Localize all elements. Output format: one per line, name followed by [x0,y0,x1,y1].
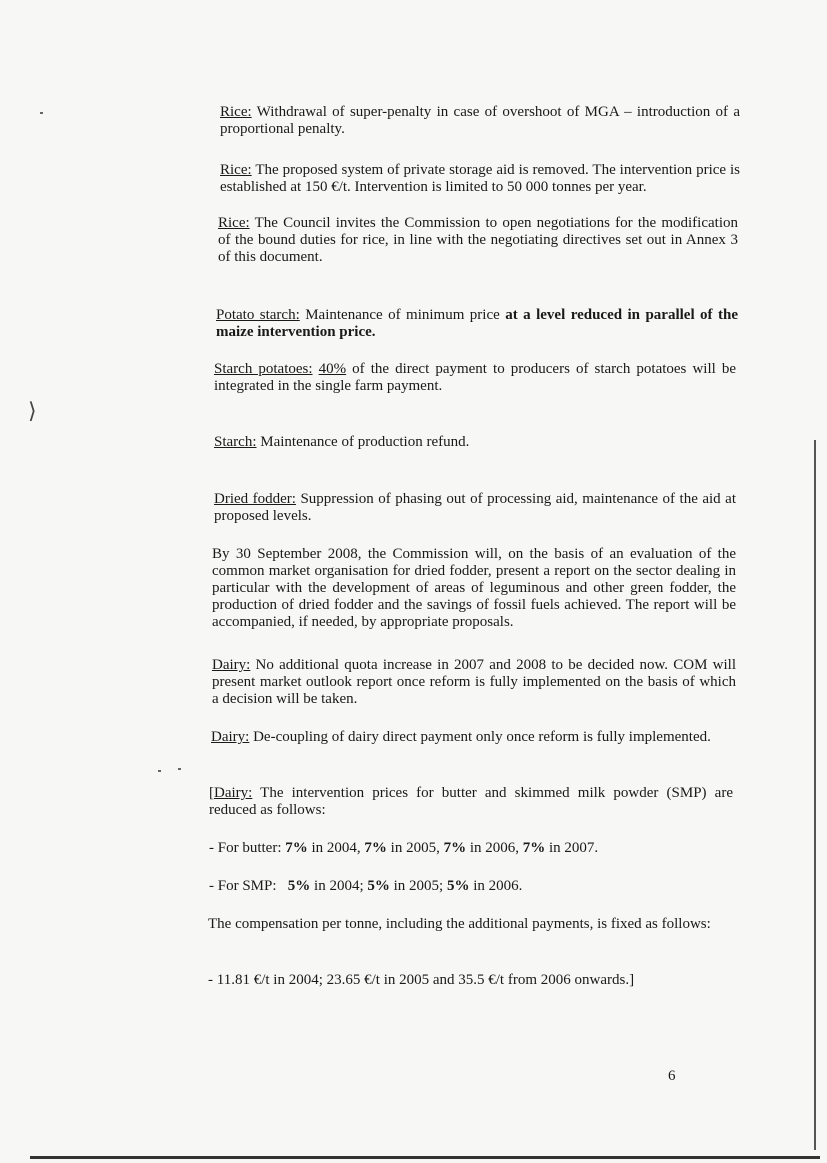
bracket: [ [209,785,214,801]
paragraph-text: The compensation per tonne, including the additional payments, is fixed as follows: [208,916,711,932]
percentage: 5% [367,878,390,894]
percentage: 7% [443,840,467,856]
paragraph-compensation [208,916,732,933]
list-text: in 2004; [310,878,368,894]
percentage: 7% [285,840,308,856]
paragraph-dairy-intervention-prices [209,785,733,819]
paragraph-rice-private-storage [220,162,740,196]
bold-text: at a level reduced in parallel of the maize intervention price. [216,307,738,340]
scan-speck [40,112,43,114]
paragraph-text: The proposed system of private storage aid is removed. The intervention price is established at 150 €/t. Intervention is limited to 50 000 tonnes per year. [220,162,740,195]
page-number: 6 [668,1068,676,1084]
paragraph-text: Suppression of phasing out of processing aid, maintenance of the aid at proposed levels. [214,491,737,524]
paragraph-text: of the direct payment to producers of starch potatoes will be integrated in the single farm payment. [214,361,737,394]
section-label: Rice: [220,162,252,178]
paragraph-text: The intervention prices for butter and skimmed milk powder (SMP) are reduced as follows: [209,785,733,818]
paragraph-text: Maintenance of production refund. [256,434,470,450]
list-item-butter [209,840,733,857]
list-text: in 2005, [386,840,444,856]
percentage: 7% [522,840,546,856]
list-text: in 2004, [307,840,365,856]
section-label: Starch potatoes: [214,361,313,377]
paragraph-dairy-quota [212,657,736,708]
percentage: 5% [446,878,470,894]
paragraph-starch-potatoes [214,361,736,395]
list-item-smp [209,878,733,895]
scan-speck [178,768,181,770]
section-label: Dairy: [214,785,253,801]
paragraph-rice-negotiations [218,215,738,266]
paragraph-rice-super-penalty [220,104,740,138]
scan-speck [158,770,161,772]
paragraph-text: De-coupling of dairy direct payment only once reform is fully implemented. [249,729,711,745]
paragraph-text: The Council invites the Commission to open negotiations for the modification of the bound duties for rice, in line with the negotiating directives set out in Annex 3 of this document. [218,215,738,265]
list-text: - For butter: [209,840,286,856]
paragraph-dairy-decoupling [211,729,736,746]
paragraph-text: By 30 September 2008, the Commission will, on the basis of an evaluation of the common market organisation for dried fodder, present a report on the sector dealing in particular with the development of areas of leguminous and other green fodder, the production of dried fodder and the savings of fossil fuels achieved. The report will be accompanied, if needed, by appropriate proposals. [212,546,736,630]
section-label: Dried fodder: [214,491,296,507]
paragraph-text: Maintenance of minimum price [299,307,506,323]
section-label: Rice: [218,215,250,231]
list-text: - 11.81 €/t in 2004; 23.65 €/t in 2005 and 35.5 €/t from 2006 onwards.] [208,972,635,988]
section-label: Potato starch: [216,307,300,323]
section-label: Rice: [220,104,252,120]
percentage: 7% [364,840,387,856]
paragraph-dried-fodder [214,491,736,525]
percentage: 40% [318,361,347,377]
paragraph-starch [214,434,736,451]
list-text: in 2006, [466,840,523,856]
paragraph-dried-fodder-report [212,546,736,631]
list-item-compensation-amounts [208,972,732,989]
list-text: in 2007. [545,840,599,856]
section-label: Dairy: [211,729,250,745]
scan-edge-line [814,440,816,1150]
list-text: in 2006. [469,878,523,894]
list-text: - For SMP: [209,878,288,894]
paragraph-text: No additional quota increase in 2007 and 2008 to be decided now. COM will present market outlook report once reform is fully implemented on the basis of which a decision will be taken. [212,657,736,707]
paragraph-potato-starch [216,307,738,341]
punch-hole-mark: ⟩ [28,398,37,423]
scan-bottom-rule [30,1156,820,1159]
paragraph-text: Withdrawal of super-penalty in case of overshoot of MGA – introduction of a proportional penalty. [220,104,740,137]
section-label: Dairy: [212,657,251,673]
section-label: Starch: [214,434,257,450]
list-text: in 2005; [389,878,447,894]
percentage: 5% [287,878,311,894]
